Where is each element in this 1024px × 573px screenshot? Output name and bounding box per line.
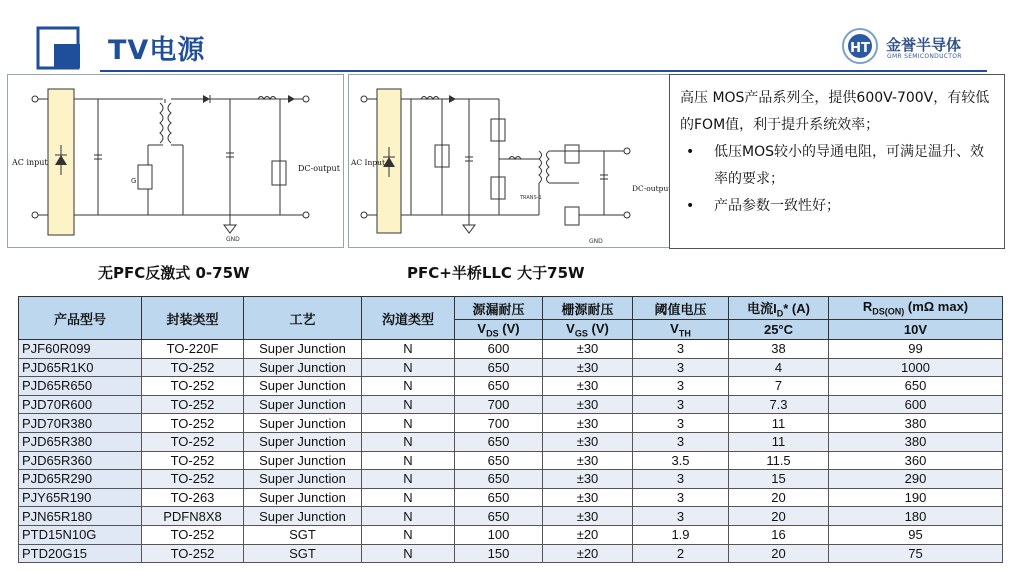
col-header-vds: 源漏耐压 — [455, 297, 543, 320]
table-cell: TO-252 — [142, 470, 244, 489]
dc-output-label: DC-output — [298, 164, 340, 173]
table-cell: 650 — [455, 488, 543, 507]
dc-output-label-right: DC-output — [632, 184, 669, 193]
table-row — [19, 432, 1003, 451]
table-cell: N — [362, 525, 455, 544]
table-cell: 38 — [729, 340, 829, 359]
table-cell: TO-220F — [142, 340, 244, 359]
table-cell: 650 — [455, 507, 543, 526]
table-cell: Super Junction — [244, 432, 362, 451]
col-header-vth-unit: $V_{TH}$ — [633, 320, 729, 340]
table-row — [19, 395, 1003, 414]
table-cell: 7.3 — [729, 395, 829, 414]
table-cell: 3 — [633, 432, 729, 451]
table-cell: ±30 — [543, 507, 633, 526]
table-row — [19, 507, 1003, 526]
table-cell: Super Junction — [244, 358, 362, 377]
table-cell: ±30 — [543, 358, 633, 377]
table-cell: PJD65R290 — [19, 470, 142, 489]
table-cell: 600 — [829, 395, 1003, 414]
gate-label: G — [131, 177, 137, 185]
table-cell: 650 — [455, 358, 543, 377]
flyback-circuit-diagram — [7, 74, 344, 248]
table-cell: 3.5 — [633, 451, 729, 470]
table-cell: ±30 — [543, 432, 633, 451]
table-cell: 11 — [729, 414, 829, 433]
table-cell: N — [362, 544, 455, 563]
table-cell: N — [362, 432, 455, 451]
table-cell: TO-252 — [142, 358, 244, 377]
table-cell: ±30 — [543, 395, 633, 414]
table-cell: 15 — [729, 470, 829, 489]
table-cell: PJD65R360 — [19, 451, 142, 470]
table-cell: 190 — [829, 488, 1003, 507]
table-cell: ±20 — [543, 544, 633, 563]
table-cell: 650 — [455, 432, 543, 451]
col-header-vgs: 栅源耐压 — [543, 297, 633, 320]
col-header-vth: 阈值电压 — [633, 297, 729, 320]
table-cell: 3 — [633, 470, 729, 489]
table-cell: TO-252 — [142, 377, 244, 396]
title-underline — [100, 70, 987, 72]
table-cell: 2 — [633, 544, 729, 563]
svg-text:HT: HT — [850, 41, 870, 56]
table-cell: 1.9 — [633, 525, 729, 544]
table-cell: 20 — [729, 544, 829, 563]
table-cell: TO-252 — [142, 544, 244, 563]
table-cell: PJD65R380 — [19, 432, 142, 451]
ac-input-label-right: AC Input — [351, 158, 385, 167]
table-cell: ±30 — [543, 340, 633, 359]
table-cell: ±30 — [543, 377, 633, 396]
table-cell: ±30 — [543, 451, 633, 470]
table-cell: 1000 — [829, 358, 1003, 377]
table-cell: TO-252 — [142, 525, 244, 544]
table-cell: SGT — [244, 544, 362, 563]
caption-pfc-llc: PFC+半桥LLC 大于75W — [407, 264, 585, 282]
table-cell: 3 — [633, 395, 729, 414]
table-cell: 11 — [729, 432, 829, 451]
table-cell: Super Junction — [244, 507, 362, 526]
table-cell: 100 — [455, 525, 543, 544]
table-cell: Super Junction — [244, 488, 362, 507]
page-title: TV电源 — [108, 35, 206, 66]
table-cell: 380 — [829, 432, 1003, 451]
table-cell: TO-263 — [142, 488, 244, 507]
table-cell: N — [362, 470, 455, 489]
table-row — [19, 525, 1003, 544]
table-row — [19, 488, 1003, 507]
table-cell: PJD65R650 — [19, 377, 142, 396]
table-row — [19, 340, 1003, 359]
table-cell: 600 — [455, 340, 543, 359]
table-cell: Super Junction — [244, 451, 362, 470]
col-header-vgs-unit: $V_{GS}$ (V) — [543, 320, 633, 340]
table-cell: N — [362, 377, 455, 396]
table-cell: ±30 — [543, 414, 633, 433]
col-header-vds-unit: $V_{DS}$ (V) — [455, 320, 543, 340]
col-header-id: 电流$I_D*$ (A) — [729, 297, 829, 320]
table-cell: 3 — [633, 507, 729, 526]
feature-description-box — [669, 74, 1005, 249]
table-cell: PTD20G15 — [19, 544, 142, 563]
table-cell: 3 — [633, 377, 729, 396]
col-header-package: 封装类型 — [142, 297, 244, 340]
gnd-label-right: GND — [589, 238, 603, 245]
gnd-label: GND — [226, 236, 240, 243]
table-cell: 650 — [455, 470, 543, 489]
table-cell: PJD65R1K0 — [19, 358, 142, 377]
table-cell: N — [362, 507, 455, 526]
table-cell: Super Junction — [244, 340, 362, 359]
table-cell: N — [362, 340, 455, 359]
col-header-model: 产品型号 — [19, 297, 142, 340]
table-cell: 11.5 — [729, 451, 829, 470]
transformer-label: TRANS-1 — [520, 195, 542, 201]
table-cell: TO-252 — [142, 414, 244, 433]
table-cell: 3 — [633, 488, 729, 507]
table-cell: 180 — [829, 507, 1003, 526]
brand-name: 金誉半导体 — [886, 36, 962, 54]
description-intro: 高压 MOS产品系列全，提供600V-700V，有较低的FOM值，利于提升系统效率； — [680, 90, 990, 133]
table-cell: PJY65R190 — [19, 488, 142, 507]
table-cell: N — [362, 451, 455, 470]
table-cell: SGT — [244, 525, 362, 544]
ac-input-label: AC input — [12, 158, 48, 167]
table-cell: PJD70R600 — [19, 395, 142, 414]
table-cell: 150 — [455, 544, 543, 563]
table-cell: TO-252 — [142, 432, 244, 451]
table-cell: 75 — [829, 544, 1003, 563]
table-cell: 3 — [633, 358, 729, 377]
col-header-process: 工艺 — [244, 297, 362, 340]
table-cell: PJN65R180 — [19, 507, 142, 526]
table-cell: PJF60R099 — [19, 340, 142, 359]
col-header-rds-vgs: 10V — [829, 320, 1003, 340]
description-bullet-2: • 产品参数一致性好； — [680, 193, 994, 220]
table-cell: 700 — [455, 395, 543, 414]
table-cell: Super Junction — [244, 377, 362, 396]
table-row — [19, 414, 1003, 433]
table-cell: 4 — [729, 358, 829, 377]
table-cell: 700 — [455, 414, 543, 433]
table-cell: 650 — [829, 377, 1003, 396]
table-cell: Super Junction — [244, 414, 362, 433]
table-cell: 7 — [729, 377, 829, 396]
table-cell: N — [362, 395, 455, 414]
table-cell: 20 — [729, 507, 829, 526]
brand-subtitle: GMR SEMICONDUCTOR — [887, 53, 962, 60]
table-cell: 380 — [829, 414, 1003, 433]
table-cell: TO-252 — [142, 395, 244, 414]
table-cell: 95 — [829, 525, 1003, 544]
table-cell: N — [362, 358, 455, 377]
slide-logo-square-icon — [36, 26, 82, 70]
table-row — [19, 470, 1003, 489]
table-cell: 3 — [633, 414, 729, 433]
table-cell: PDFN8X8 — [142, 507, 244, 526]
table-cell: ±30 — [543, 470, 633, 489]
table-row — [19, 358, 1003, 377]
table-cell: TO-252 — [142, 451, 244, 470]
caption-flyback: 无PFC反激式 0-75W — [98, 264, 250, 282]
table-cell: 16 — [729, 525, 829, 544]
table-cell: 20 — [729, 488, 829, 507]
table-cell: PTD15N10G — [19, 525, 142, 544]
description-bullet-1: • 低压MOS较小的导通电阻，可满足温升、效率的要求； — [680, 139, 994, 193]
table-cell: PJD70R380 — [19, 414, 142, 433]
product-table — [18, 296, 1003, 563]
table-cell: 99 — [829, 340, 1003, 359]
table-row — [19, 377, 1003, 396]
table-cell: 3 — [633, 340, 729, 359]
col-header-rds: $R_{DS(ON)}$ (mΩ max) — [829, 297, 1003, 320]
table-cell: 360 — [829, 451, 1003, 470]
table-row — [19, 451, 1003, 470]
table-cell: N — [362, 414, 455, 433]
table-cell: 290 — [829, 470, 1003, 489]
table-cell: Super Junction — [244, 470, 362, 489]
table-cell: 650 — [455, 377, 543, 396]
table-cell: 650 — [455, 451, 543, 470]
col-header-channel: 沟道类型 — [362, 297, 455, 340]
table-cell: N — [362, 488, 455, 507]
col-header-id-temp: 25°C — [729, 320, 829, 340]
table-row — [19, 544, 1003, 563]
gmr-logo-icon — [838, 26, 882, 66]
table-cell: ±20 — [543, 525, 633, 544]
pfc-llc-circuit-diagram — [348, 74, 670, 248]
table-cell: ±30 — [543, 488, 633, 507]
table-cell: Super Junction — [244, 395, 362, 414]
